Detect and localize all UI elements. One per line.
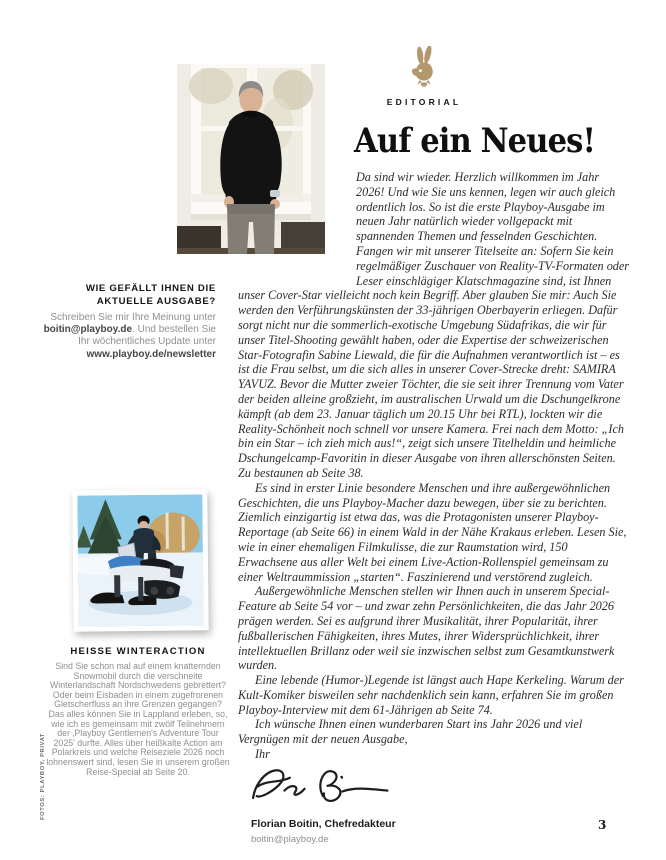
signature [248,763,630,813]
winter-box [46,645,230,777]
page-number: 3 [598,818,607,832]
closing-salutation: Ihr [255,747,270,762]
article-paragraph: Außergewöhnliche Menschen stellen wir Ihnen auch in unserem Special-Feature ab Seite 54 vor – und zwar zehn Persönlichkeiten, die das Jahr 2026 prägen werden. Sei es aufgrund ihrer Musikalität, ihrer Popularität, ihrer fußballerischen Fähigkeiten, ihres Mutes, ihrer Widersprüchlichkeit, ihrer intellektuellen Brillanz oder weil sie inzwischen selbst zum Gesamtkunstwerk wurden. [238,584,615,673]
feedback-box [40,282,216,361]
winter-text: Sind Sie schon mal auf einem knatternden Snowmobil durch die verschneite Winterlandschaft Nordschwedens gebrettert? Oder beim Eisbaden in einem zugefrorenen Gletscherfluss an ihre Grenzen gegangen? Das alles können Sie in Lappland erleben, so, wie ich es gemeinsam mit zwölf Teilnehmern der ‚Playboy Gentlemen's Adventure Tour 2025' durfte. Alles über heißkalte Action am Polarkreis und welche Reiseziele 2026 noch lohnenswert sind, lesen Sie in unserem großen Reise-Special ab Seite 20. [46,661,230,777]
article-paragraph: Es sind in erster Linie besondere Menschen und ihre außergewöhnlichen Geschichten, die uns Playboy-Macher dazu bewegen, über sie zu berichten. Ziemlich einzigartig ist etwa das, was die Protagonisten unserer Playboy-Reportage (ab Seite 66) in einem Wald in der Nähe Krakaus erleben. Lesen Sie, wie in einer ehemaligen Filmkulisse, die zur Raumstation wird, 150 Erwachsene aus aller Welt bei einem Live-Action-Rollenspiel gemeinsam zu einer Weltraummission „starten“. Faszinierend und verstörend zugleich. [238,480,627,584]
photo-credit: FOTOS: PLAYBOY, PRIVAT [40,732,46,820]
winter-heading: HEISSE WINTERACTION [70,646,206,657]
snowmobile-photo [72,489,208,631]
playboy-bunny-logo [407,46,441,92]
signature-handwriting [248,763,398,809]
headline: Auf ein Neues! [354,121,596,161]
masthead [386,46,462,107]
section-label: EDITORIAL [386,97,462,107]
article-paragraph: Da sind wir wieder. Herzlich willkommen im Jahr 2026! Und wie Sie uns kennen, legen wir auch gleich ordentlich los. So ist die erste Playboy-Ausgabe im neuen Jahr natürlich wieder vollgepackt mit spannenden Themen und fesselnden Geschichten. Fangen wir mit unserer Titelseite an: Sofern Sie kein regelmäßiger Zuschauer von Reality-TV-Formaten oder Leser einschlägiger Klatschmagazine sind, ist Ihnen unser Cover-Star vielleicht noch kein Begriff. Aber glauben Sie mir: Auch Sie werden den Verführungskünsten der 33-jährigen Oberbayerin erliegen. Dafür sorgt nicht nur die sommerlich-exotische Umgebung Südafrikas, die wir für unser Titel-Shooting gewählt haben, oder die Expertise der schweizerischen Star-Fotografin Sabine Liewald, die für die Aufnahmen verantwortlich ist – es ist die Frau selbst, um die sich alles in unserer Cover-Strecke dreht: SAMIRA YAVUZ. Bevor die Mutter zweier Töchter, die sie seit ihrer Trennung vom Vater der beiden alleine großzieht, im australischen Urwald um die Dschungelkrone kämpft (ab dem 23. Januar täglich um 20.15 Uhr bei RTL), lockten wir die Reality-Schönheit noch schnell vor unsere Kamera. Frei nach dem Motto: „Ich bin ein Star – ich zieh mich aus!“, zeigt sich unsere Titelheldin und heimliche Dschungelcamp-Favoritin in dieser Ausgabe von ihren allerschönsten Seiten. Zu bestaunen ab Seite 38. [238,170,630,480]
feedback-heading: WIE GEFÄLLT IHNEN DIE AKTUELLE AUSGABE? [85,283,216,307]
author-name: Florian Boitin, Chefredakteur [251,817,396,830]
article-paragraph: Ich wünsche Ihnen einen wunderbaren Start ins Jahr 2026 und viel Vergnügen mit der neuen Ausgabe, [238,717,583,747]
article-paragraph: Eine lebende (Humor-)Legende ist längst auch Hape Kerkeling. Warum der Kult-Komiker bisweilen sehr nachdenklich sein kann, erfahren Sie im großen Playboy-Interview mit dem 61-Jährigen ab Seite 74. [238,673,624,717]
photo-wrap-spacer [238,170,356,276]
author-email: boitin@playboy.de [251,834,329,846]
snowmobile-illustration [77,494,203,626]
article-body [238,170,630,848]
feedback-text: Schreiben Sie mir Ihre Meinung unter boitin@playboy.de. Und bestellen Sie Ihr wöchentliches Update unter www.playboy.de/newsletter [43,312,216,360]
